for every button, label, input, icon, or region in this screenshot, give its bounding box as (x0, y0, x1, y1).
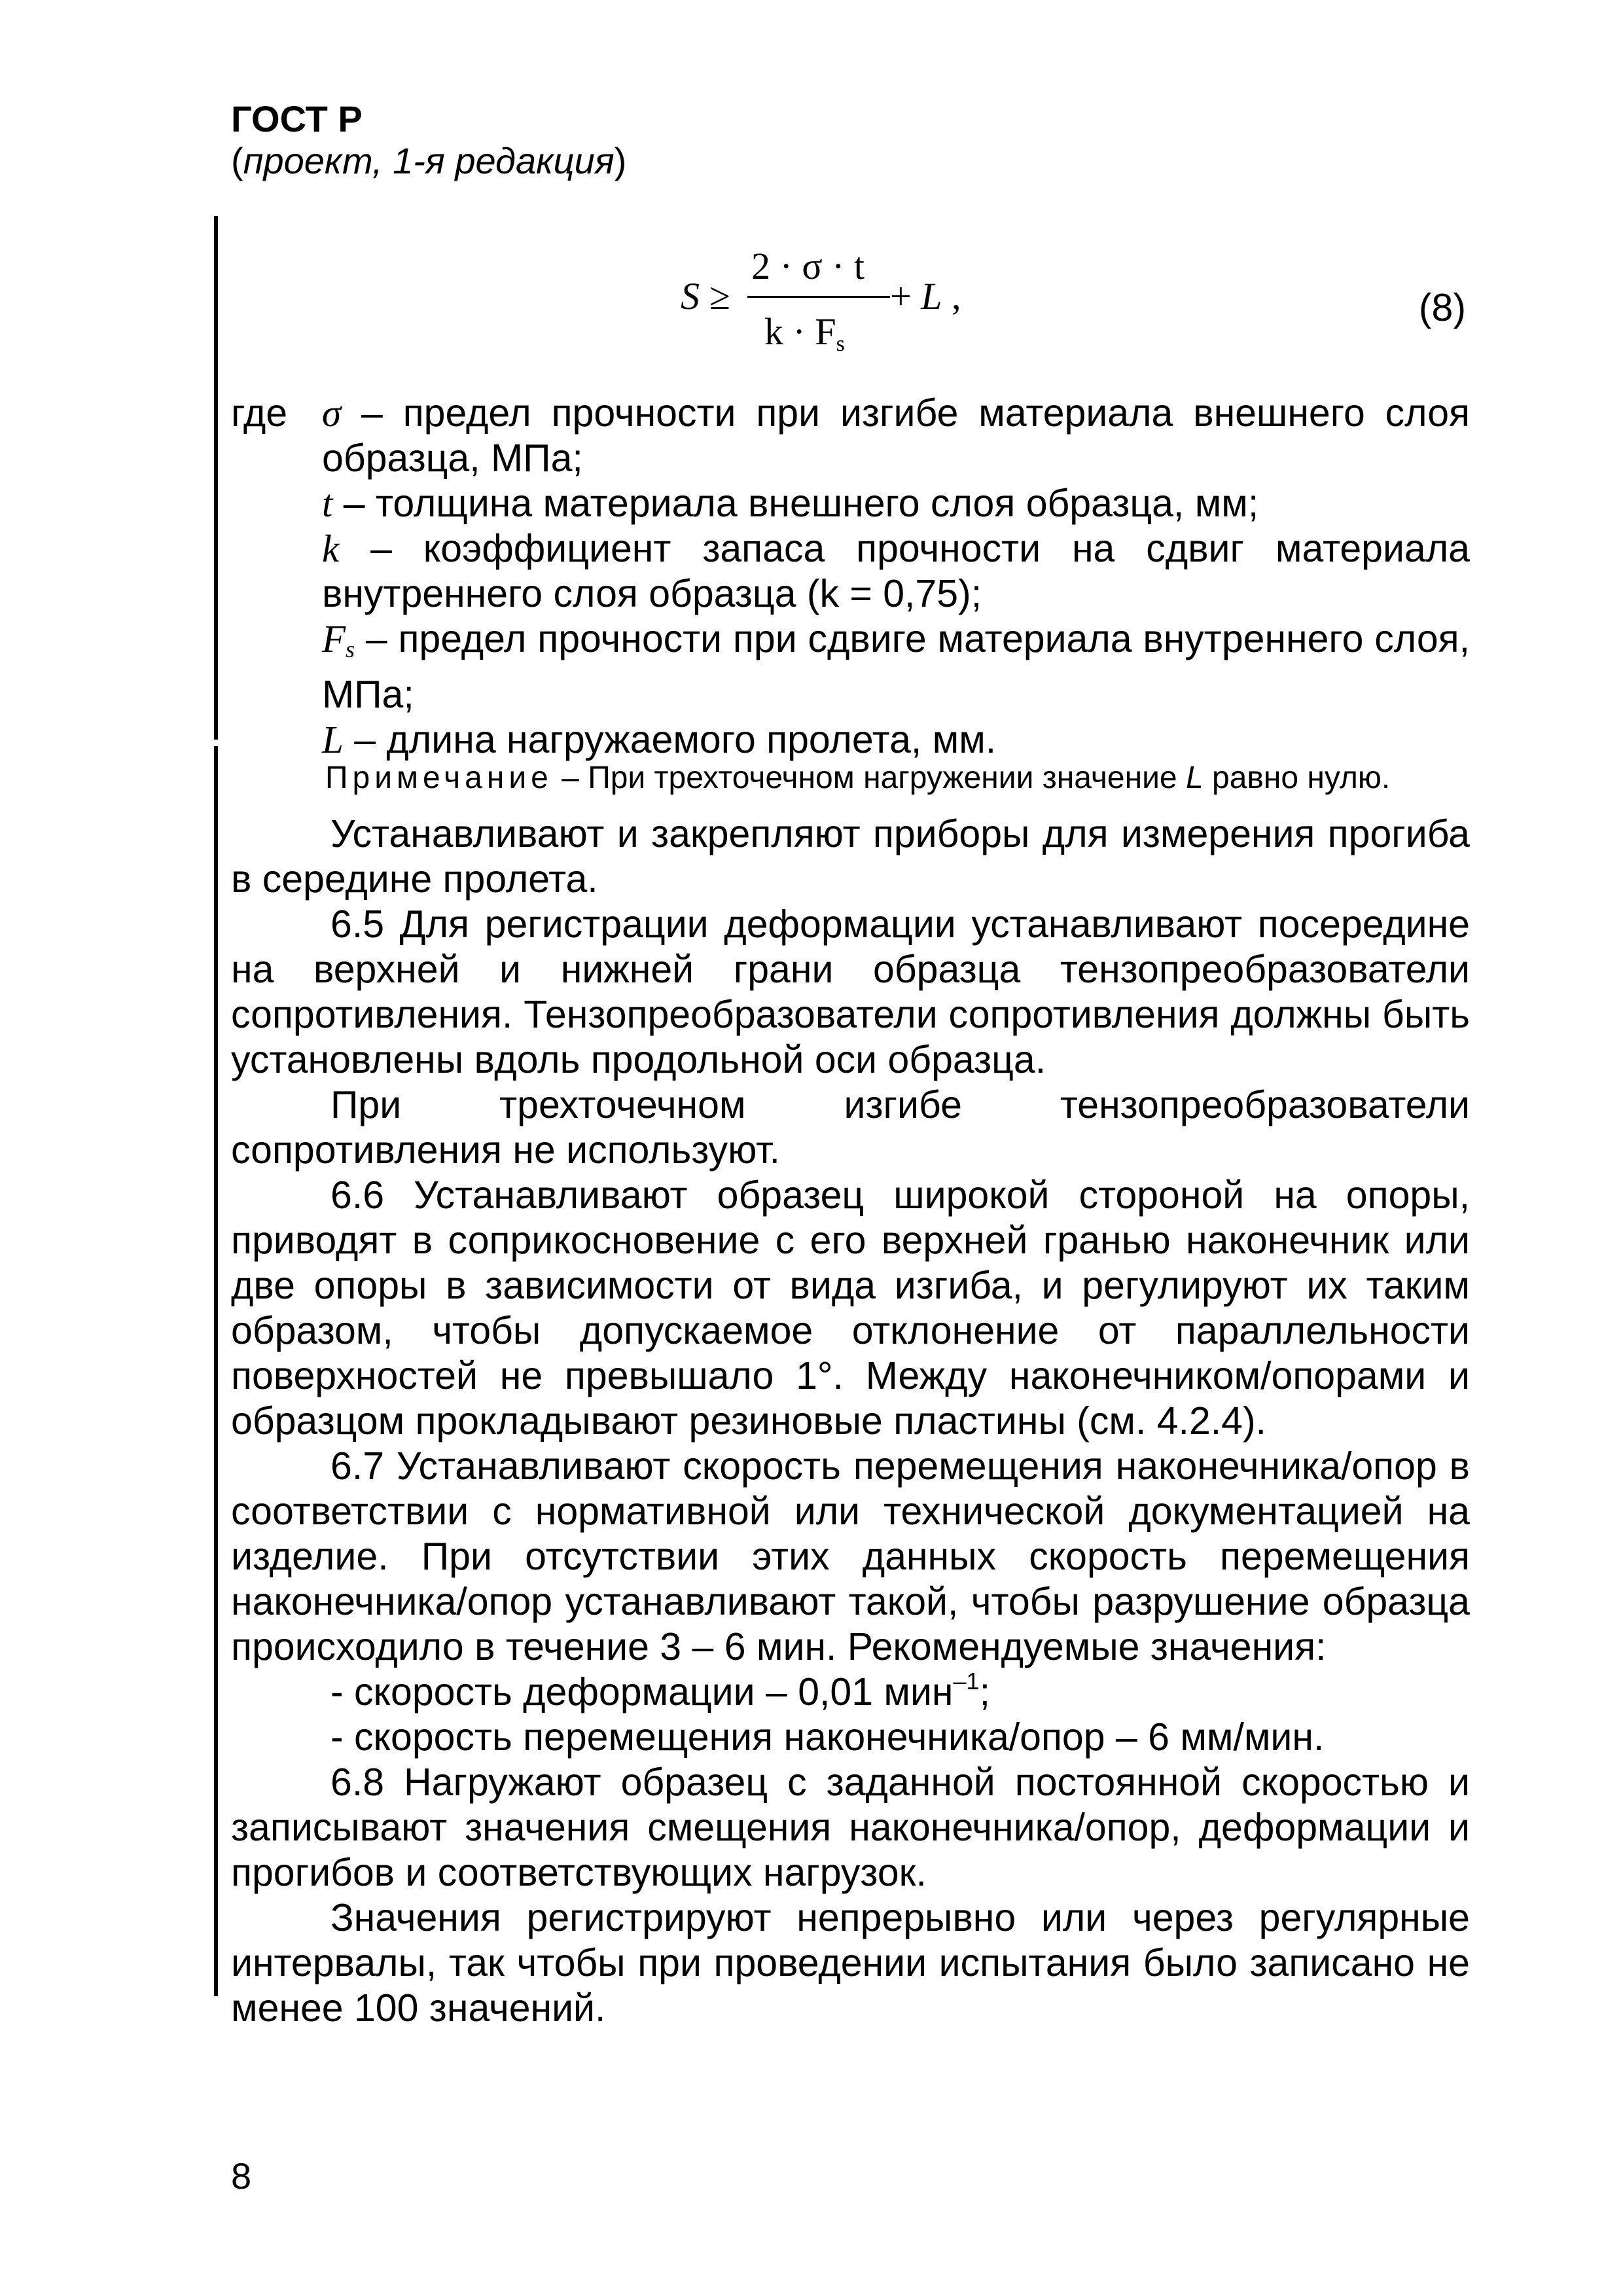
definition-text: – предел прочности при сдвиге материала внутреннего слоя, МПа; (322, 617, 1470, 716)
change-bar-top (214, 216, 218, 740)
denominator-main: k · F (764, 310, 836, 353)
paragraph-deflection: Устанавливают и закрепляют приборы для измерения прогиба в середине пролета. (231, 812, 1470, 901)
note-text-before: – При трехточечном нагружении значение (552, 761, 1186, 795)
draft-edition-label (231, 140, 626, 182)
symbol-l: L (322, 718, 344, 761)
definition-l (322, 717, 1470, 762)
body-text (231, 812, 1470, 2031)
denominator-subscript: s (836, 332, 845, 356)
paragraph-registration: Значения регистрируют непрерывно или через регулярные интервалы, так чтобы при проведении испытания было записано не менее 100 значений. (231, 1896, 1470, 2030)
formula-plus: + (890, 275, 921, 317)
definition-text: – коэффициент запаса прочности на сдвиг материала внутреннего слоя образца (k = 0,75); (322, 527, 1470, 615)
formula-addend (890, 274, 961, 319)
formula-8 (681, 243, 995, 358)
list-item-speed: - скорость перемещения наконечника/опор – 6 мм/мин. (330, 1715, 1325, 1759)
formula-trailing-comma: , (942, 275, 961, 317)
exponent: –1 (953, 1668, 980, 1695)
definition-text: – предел прочности при изгибе материала внешнего слоя образца, МПа; (322, 391, 1470, 480)
definition-t (322, 481, 1470, 526)
formula-numerator: 2 · σ · t (751, 245, 865, 287)
symbol-t: t (322, 482, 333, 525)
subtitle-close-paren: ) (614, 140, 627, 181)
where-label: где (231, 391, 288, 435)
definition-k (322, 526, 1470, 617)
paragraph-three-point: При трехточечном изгибе тензопреобразователи сопротивления не используют. (231, 1083, 1470, 1172)
paragraph-6-7: 6.7 Устанавливают скорость перемещения наконечника/опор в соответствии с нормативной или технической документацией на изделие. При отсутствии этих данных скорость перемещения наконечника/опор устанавливают такой, чтобы разрушение образца происходило в течение 3 – 6 мин. Рекомендуемые значения: (231, 1444, 1470, 1668)
symbol-sigma: σ (322, 391, 342, 435)
symbol-subscript-s: s (346, 636, 355, 662)
paragraph-6-5: 6.5 Для регистрации деформации устанавливают посередине на верхней и нижней грани образца тензопреобразователи сопротивления. Тензопреобразователи сопротивления должны быть установлены вдоль продольной оси образца. (231, 903, 1470, 1081)
fraction-bar (747, 296, 890, 298)
symbol-f: F (322, 617, 346, 660)
symbol-fs (322, 617, 355, 660)
paragraph-6-6: 6.6 Устанавливают образец широкой стороной на опоры, приводят в соприкосновение с его верхней гранью наконечник или две опоры в зависимости от вида изгиба, и регулируют их таким образом, чтобы допускаемое отклонение от параллельности поверхностей не превышало 1°. Между наконечником/опорами и образцом прокладывают резиновые пластины (см. 4.2.4). (231, 1174, 1470, 1443)
definition-text: – длина нагружаемого пролета, мм. (343, 718, 997, 761)
list-item-strain-rate (231, 1670, 1470, 1715)
formula-addend-symbol: L (921, 275, 942, 317)
subtitle-text: проект, 1-я редакция (243, 140, 615, 181)
formula-denominator (764, 309, 845, 367)
change-bar-bottom (214, 746, 218, 1996)
symbol-definitions (322, 391, 1470, 762)
note (325, 759, 1477, 797)
formula-relation: ≥ (709, 275, 730, 317)
definition-sigma (322, 391, 1470, 481)
symbol-k: k (322, 527, 340, 570)
equation-number: (8) (1418, 286, 1466, 329)
note-symbol: L (1185, 761, 1204, 795)
list-item-end: ; (979, 1670, 990, 1713)
list-item-text: - скорость деформации – 0,01 мин (330, 1670, 954, 1713)
standard-title: ГОСТ Р (231, 98, 363, 139)
subtitle-open-paren: ( (231, 140, 243, 181)
paragraph-6-8: 6.8 Нагружают образец с заданной постоянной скоростью и записывают значения смещения наконечника/опор, деформации и прогибов и соответствующих нагрузок. (231, 1761, 1470, 1894)
note-label: Примечание (325, 761, 553, 795)
page-number: 8 (231, 2155, 252, 2197)
note-text-after: равно нулю. (1203, 761, 1391, 795)
definition-text: – толщина материала внешнего слоя образца, мм; (332, 482, 1259, 525)
definition-fs (322, 617, 1470, 717)
formula-lhs: S (681, 275, 700, 317)
